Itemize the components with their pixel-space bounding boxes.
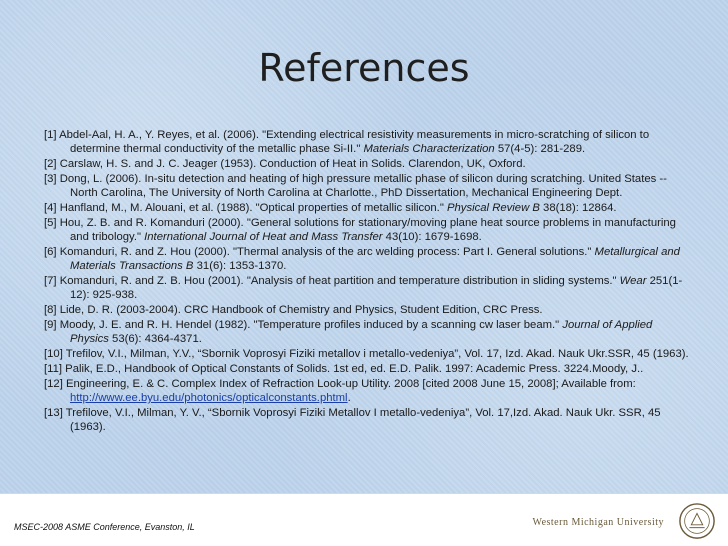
reference-item <box>44 377 694 405</box>
reference-number: [5] <box>44 217 57 229</box>
reference-number: [4] <box>44 202 57 214</box>
reference-text: 43(10): 1679-1698. <box>382 231 482 243</box>
reference-number: [13] <box>44 407 63 419</box>
journal-title: Wear <box>619 275 647 287</box>
slide-title: References <box>258 46 470 90</box>
journal-title: Materials Characterization <box>363 143 495 155</box>
reference-text: Palik, E.D., Handbook of Optical Constants of Solids. 1st ed, ed. E.D. Palik. 1997: Academic Press. 3224.Moody, J.. <box>65 363 644 375</box>
reference-number: [6] <box>44 246 57 258</box>
journal-title: Journal of Applied Physics <box>70 319 653 345</box>
reference-list <box>44 128 694 435</box>
reference-text: Hanfland, M., M. Alouani, et al. (1988). "Optical properties of metallic silicon." <box>59 202 447 214</box>
reference-item <box>44 216 694 244</box>
reference-number: [2] <box>44 158 57 170</box>
university-seal-icon <box>678 502 716 540</box>
reference-number: [9] <box>44 319 57 331</box>
reference-text: . <box>347 392 351 404</box>
reference-text: Dong, L. (2006). In-situ detection and heating of high pressure metallic phase of silicon during scratching. United States -- North Carolina, The University of North Carolina at Charlotte., PhD Dissertation, Mechanical Engineering Dept. <box>59 173 667 199</box>
reference-text: Hou, Z. B. and R. Komanduri (2000). "General solutions for stationary/moving plane heat source problems in manufacturing and tribology." <box>59 217 676 243</box>
reference-number: [3] <box>44 173 57 185</box>
reference-item <box>44 172 694 200</box>
reference-item <box>44 406 694 434</box>
journal-title: Metallurgical and Materials Transactions B <box>70 246 680 272</box>
journal-title: Physical Review B <box>446 202 540 214</box>
reference-text: 53(6): 4364-4371. <box>108 333 202 345</box>
reference-text: 251(1-12): 925-938. <box>70 275 683 301</box>
reference-text: Trefilove, V.I., Milman, Y. V., “Sbornik Voprosyi Fiziki Metallov I metallo-vedeniya”, Vol. 17,Izd. Akad. Nauk Ukr. SSR, 45 (1963). <box>65 407 661 433</box>
reference-number: [12] <box>44 378 63 390</box>
reference-link[interactable]: http://www.ee.byu.edu/photonics/opticalconstants.phtml <box>70 392 348 404</box>
university-logo-text: Western Michigan University <box>532 517 664 528</box>
reference-text: 31(6): 1353-1370. <box>193 260 287 272</box>
reference-item <box>44 318 694 346</box>
reference-text: Carslaw, H. S. and J. C. Jeager (1953). Conduction of Heat in Solids. Clarendon, UK, Oxford. <box>59 158 526 170</box>
reference-text: Komanduri, R. and Z. Hou (2000). "Thermal analysis of the arc welding process: Part I. General solutions." <box>59 246 595 258</box>
journal-title: International Journal of Heat and Mass Transfer <box>144 231 383 243</box>
reference-number: [7] <box>44 275 57 287</box>
reference-number: [10] <box>44 348 63 360</box>
reference-item <box>44 157 694 171</box>
footer-bar <box>0 493 728 546</box>
reference-text: 38(18): 12864. <box>539 202 617 214</box>
reference-item <box>44 201 694 215</box>
conference-label: MSEC-2008 ASME Conference, Evanston, IL <box>14 522 195 532</box>
reference-item <box>44 128 694 156</box>
reference-number: [8] <box>44 304 57 316</box>
reference-text: Engineering, E. & C. Complex Index of Refraction Look-up Utility. 2008 [cited 2008 June 15, 2008]; Available from: <box>65 378 636 390</box>
reference-number: [11] <box>44 363 63 375</box>
reference-item <box>44 347 694 361</box>
reference-text: 57(4-5): 281-289. <box>494 143 586 155</box>
reference-item <box>44 362 694 376</box>
reference-text: Moody, J. E. and R. H. Hendel (1982). "Temperature profiles induced by a scanning cw laser beam." <box>59 319 563 331</box>
reference-text: Lide, D. R. (2003-2004). CRC Handbook of Chemistry and Physics, Student Edition, CRC Press. <box>59 304 543 316</box>
reference-item <box>44 245 694 273</box>
reference-text: Abdel-Aal, H. A., Y. Reyes, et al. (2006). "Extending electrical resistivity measurements in micro-scratching of silicon to determine thermal conductivity of the metallic phase Si-II." <box>59 129 650 155</box>
reference-text: Komanduri, R. and Z. B. Hou (2001). "Analysis of heat partition and temperature distribution in sliding systems." <box>59 275 620 287</box>
reference-text: Trefilov, V.I., Milman, Y.V., “Sbornik Voprosyi Fiziki metallov i metallo-vedeniya”, Vol. 17, Izd. Akad. Nauk Ukr.SSR, 45 (1963). <box>65 348 689 360</box>
reference-item <box>44 303 694 317</box>
reference-item <box>44 274 694 302</box>
reference-number: [1] <box>44 129 57 141</box>
